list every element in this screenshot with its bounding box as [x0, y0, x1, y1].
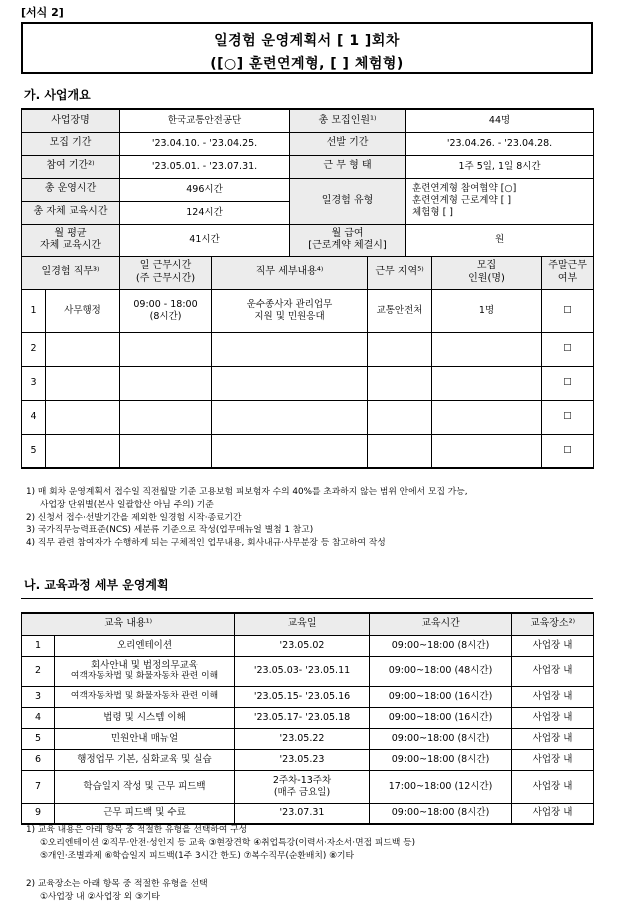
monthly-avg-edu: 41시간 [120, 224, 290, 256]
total-recruit: 44명 [406, 109, 594, 132]
monthly-pay-label: 월 급여 [근로계약 체결시] [290, 224, 406, 256]
weekend-checkbox[interactable]: ☐ [542, 366, 594, 400]
total-op-hours: 496시간 [120, 178, 290, 201]
weekend-header: 주말근무 여부 [542, 256, 594, 289]
title-box [21, 22, 593, 74]
work-type: 1주 5일, 1일 8시간 [406, 155, 594, 178]
monthly-pay: 원 [406, 224, 594, 256]
exp-type-option: 훈련연계형 참여협약 [○] [412, 183, 517, 195]
total-op-hours-label: 총 운영시간 [22, 178, 120, 201]
section-a-heading: 가. 사업개요 [24, 88, 91, 102]
weekend-checkbox[interactable]: ☐ [542, 289, 594, 332]
weekend-checkbox[interactable]: ☐ [542, 332, 594, 366]
edu-time-header: 교육시간 [370, 613, 512, 635]
table-row: 3 여객자동차법 및 화물자동차 관련 이해 '23.05.15- '23.05.16 09:00~18:00 (16시간) 사업장 내 [22, 686, 594, 707]
exp-type-option: 훈련연계형 근로계약 [ ] [412, 195, 512, 207]
section-b-heading: 나. 교육과정 세부 운영계획 [24, 578, 169, 592]
education-table [21, 612, 594, 825]
document-title: 일경험 운영계획서 [ 1 ]회차 [214, 33, 400, 49]
hours-header: 일 근무시간 (주 근무시간) [120, 256, 212, 289]
table-row: 5 민원안내 매뉴얼 '23.05.22 09:00~18:00 (8시간) 사업장 내 [22, 728, 594, 749]
table-row: 1 오리엔테이션 '23.05.02 09:00~18:00 (8시간) 사업장 내 [22, 635, 594, 656]
exp-type-label: 일경험 유형 [290, 178, 406, 224]
edu-place-header: 교육장소²⁾ [512, 613, 594, 635]
table-row: 4 법령 및 시스템 이해 '23.05.17- '23.05.18 09:00~18:00 (16시간) 사업장 내 [22, 707, 594, 728]
monthly-avg-edu-label: 월 평균 자체 교육시간 [22, 224, 120, 256]
table-row: 1 사무행정 09:00 - 18:00 (8시간) 운수종사자 관리업무 지원 및 민원응대 교통안전처 1명 ☐ [22, 289, 594, 332]
business-name-label: 사업장명 [22, 109, 120, 132]
participate-period-label: 참여 기간²⁾ [22, 155, 120, 178]
weekend-checkbox[interactable]: ☐ [542, 400, 594, 434]
document-subtitle: ([○] 훈련연계형, [ ] 체험형) [210, 56, 404, 72]
overview-table [21, 108, 594, 469]
table-row: 4 ☐ [22, 400, 594, 434]
edu-date-header: 교육일 [235, 613, 370, 635]
recruit-period: '23.04.10. - '23.04.25. [120, 132, 290, 155]
total-self-edu-label: 총 자체 교육시간 [22, 201, 120, 224]
table-row: 5 ☐ [22, 434, 594, 468]
section-divider [21, 598, 593, 599]
notes-section-b1: 1) 교육 내용은 아래 항목 중 적절한 유형을 선택하여 구성 ①오리엔테이션 ②직무·안전·성인지 등 교육 ③현장견학 ④취업특강(이력서·자소서·면접 피드백 등) ⑤개인·조별과제 ⑥학습일지 피드백(1주 3시간 한도) ⑦복수직무(순환배치) ⑧기타 [26, 825, 416, 861]
notes-section-b2: 2) 교육장소는 아래 항목 중 적절한 유형을 선택 ①사업장 내 ②사업장 외 ③기타 [26, 879, 208, 902]
form-tag: [서식 2] [21, 6, 64, 19]
recruit-period-label: 모집 기간 [22, 132, 120, 155]
detail-header: 직무 세부내용⁴⁾ [212, 256, 368, 289]
table-row: 3 ☐ [22, 366, 594, 400]
select-period: '23.04.26. - '23.04.28. [406, 132, 594, 155]
total-recruit-label: 총 모집인원¹⁾ [290, 109, 406, 132]
total-self-edu: 124시간 [120, 201, 290, 224]
edu-content-header: 교육 내용¹⁾ [22, 613, 235, 635]
table-row: 9 근무 피드백 및 수료 '23.07.31 09:00~18:00 (8시간) 사업장 내 [22, 803, 594, 824]
recruit-header: 모집 인원(명) [432, 256, 542, 289]
exp-type-options [406, 178, 594, 224]
job-header: 일경험 직무³⁾ [22, 256, 120, 289]
table-row: 2 ☐ [22, 332, 594, 366]
table-row: 6 행정업무 기본, 심화교육 및 실습 '23.05.23 09:00~18:00 (8시간) 사업장 내 [22, 749, 594, 770]
exp-type-option: 체험형 [ ] [412, 206, 454, 218]
weekend-checkbox[interactable]: ☐ [542, 434, 594, 468]
table-row: 7 학습일지 작성 및 근무 피드백 2주차-13주차 (매주 금요일) 17:00~18:00 (12시간) 사업장 내 [22, 770, 594, 803]
notes-section-a: 1) 매 회차 운영계획서 접수일 직전월말 기준 고용보험 피보험자 수의 40%를 초과하지 않는 범위 안에서 모집 가능, 사업장 단위별(본사 일괄합산 아님 주의) 기준 2) 신청서 접수·선발기간을 제외한 일경험 시작·종료기간 3) 국가직무능력표준(NCS) 세분류 기준으로 작성(업무매뉴얼 별첨 1 참고) 4) 직무 관련 참여자가 수행하게 되는 구체적인 업무내용, 회사내규·사무분장 등 참고하여 작성 [26, 487, 468, 548]
region-header: 근무 지역⁵⁾ [368, 256, 432, 289]
select-period-label: 선발 기간 [290, 132, 406, 155]
business-name: 한국교통안전공단 [120, 109, 290, 132]
participate-period: '23.05.01. - '23.07.31. [120, 155, 290, 178]
table-row: 2 회사안내 및 법정의무교육 여객자동차법 및 화물자동차 관련 이해 '23.05.03- '23.05.11 09:00~18:00 (48시간) 사업장 내 [22, 656, 594, 686]
work-type-label: 근 무 형 태 [290, 155, 406, 178]
